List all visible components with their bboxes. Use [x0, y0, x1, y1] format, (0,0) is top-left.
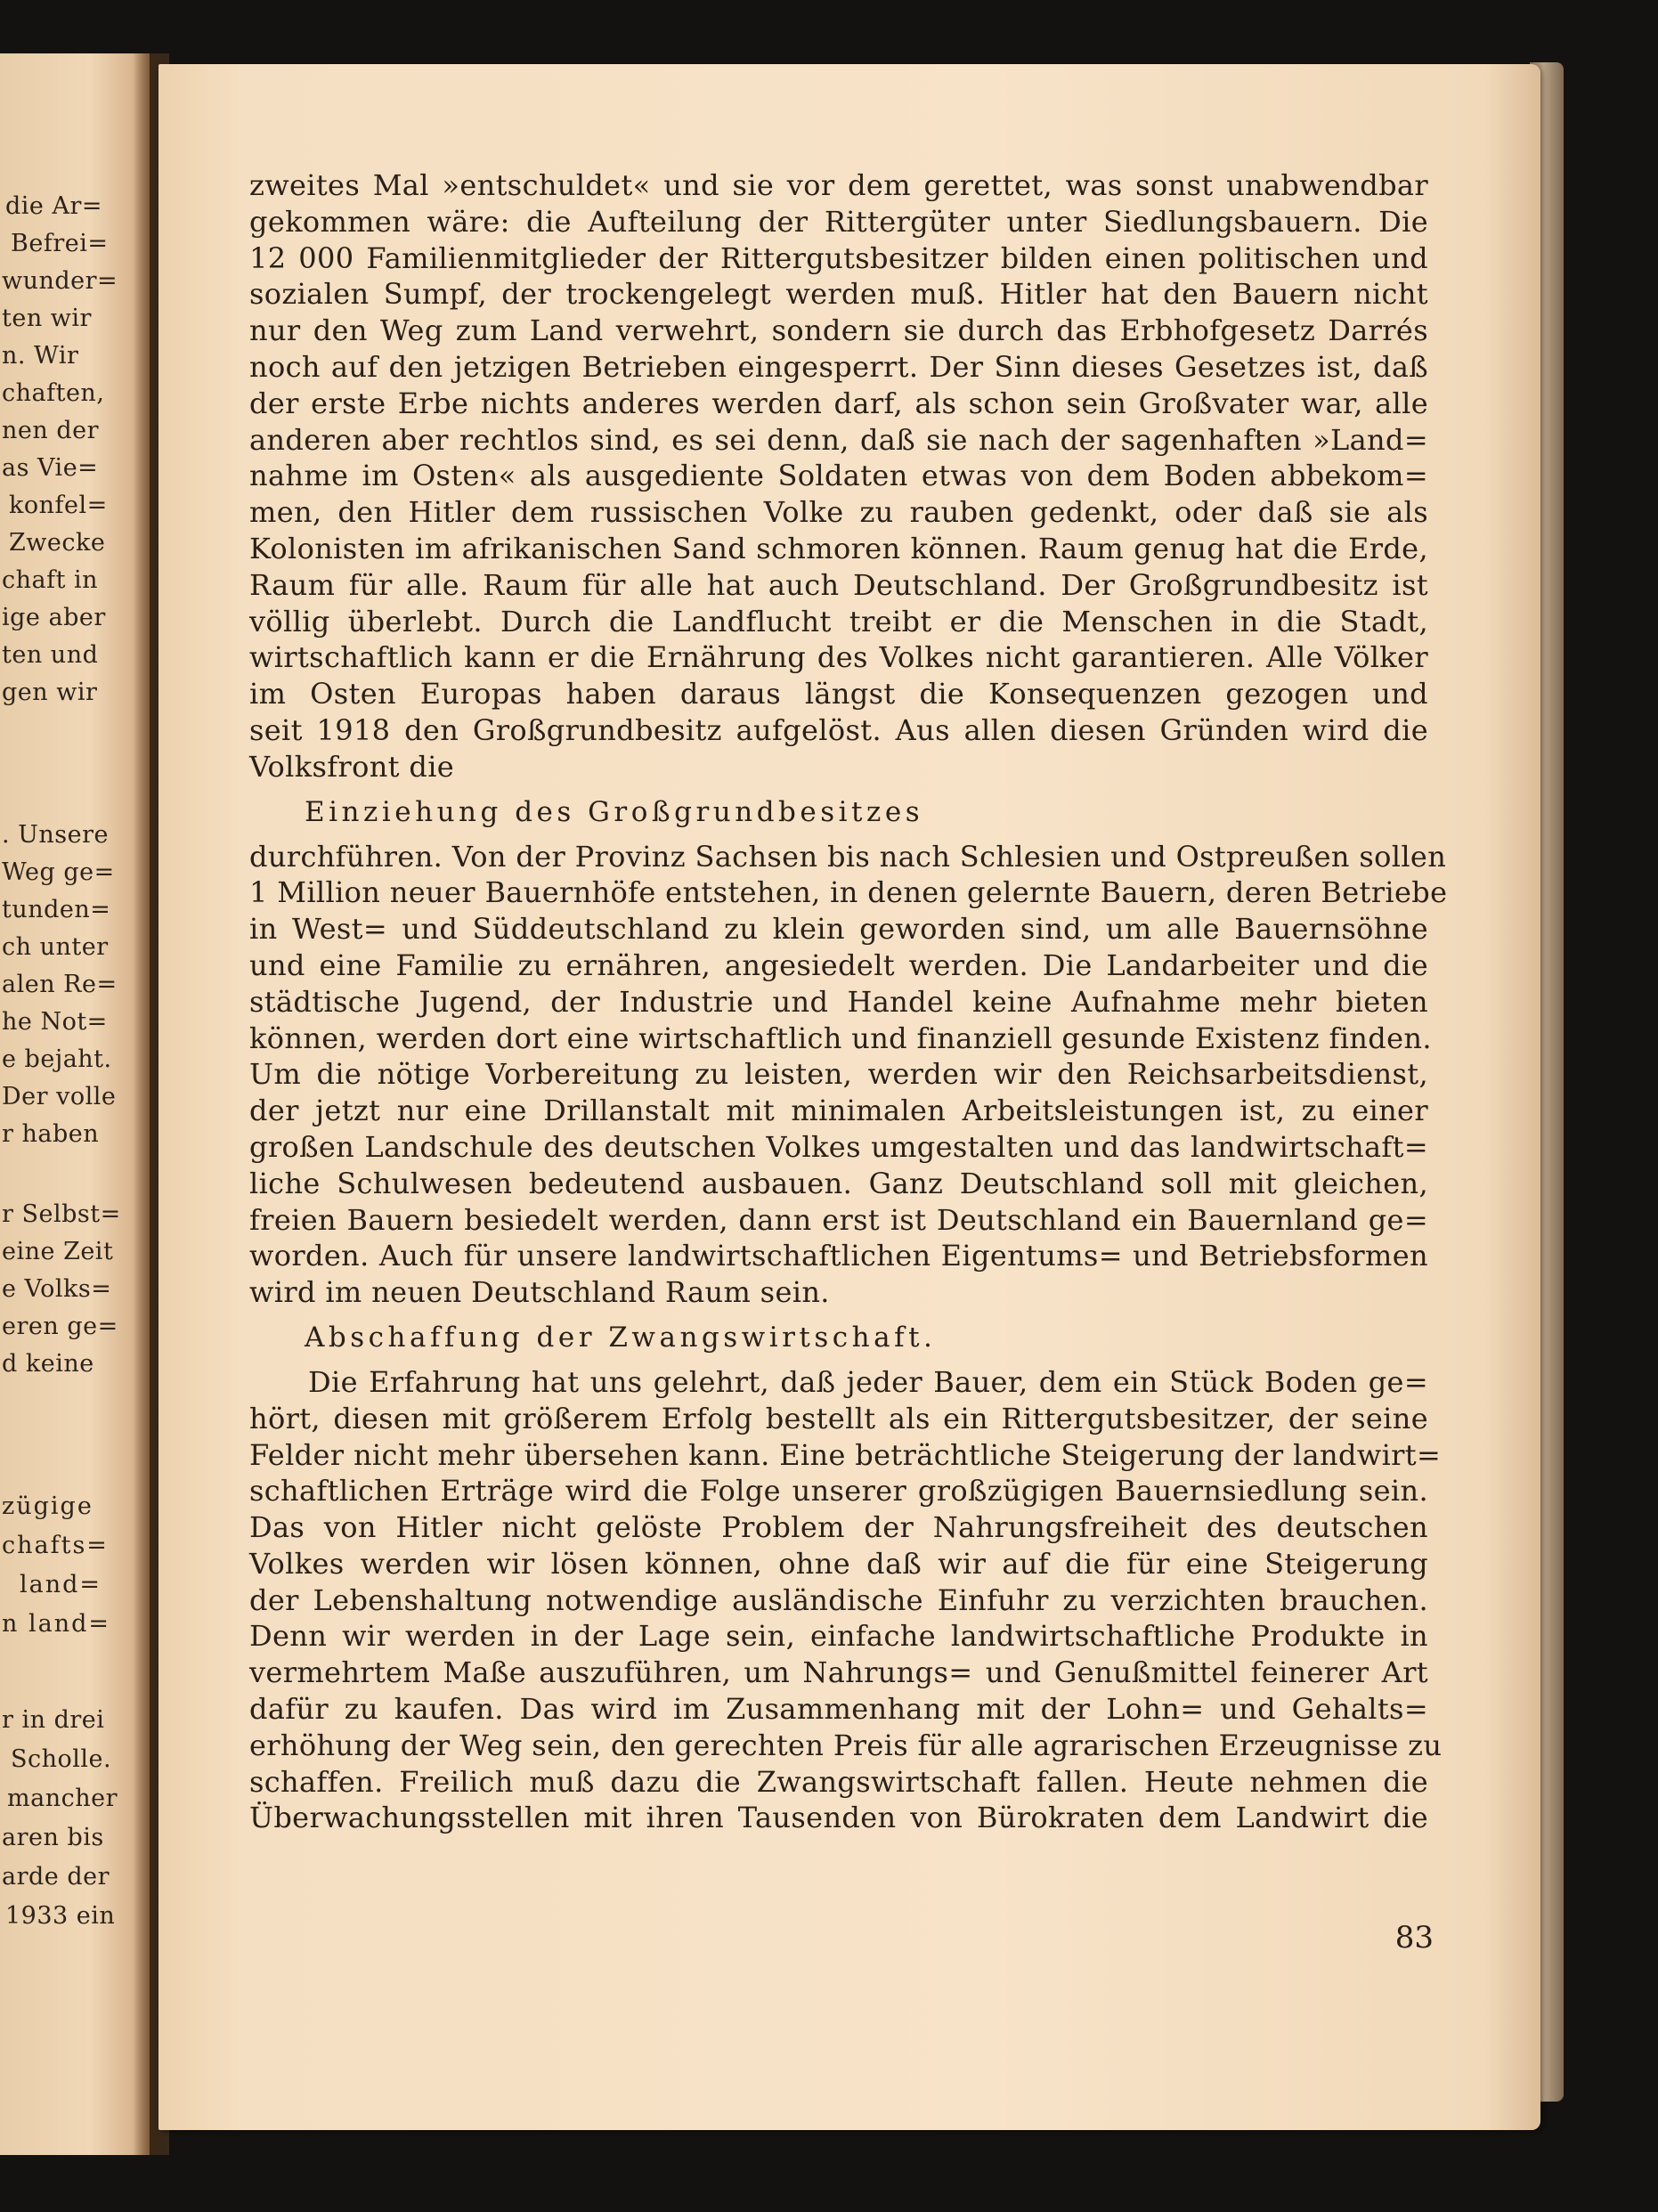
paragraph-3: [249, 1364, 1443, 1836]
text-line: können, werden dort eine wirtschaftlich und finanziell gesunde Existenz finden.: [249, 1021, 1432, 1055]
text-line: Volkes werden wir lösen können, ohne daß wir auf die für eine Steigerung: [249, 1546, 1428, 1581]
text-line: vermehrtem Maße auszuführen, um Nahrungs= und Genußmittel feinerer Art: [249, 1655, 1428, 1690]
text-line: Volksfront die: [249, 749, 455, 784]
page-body: [249, 167, 1448, 1836]
left-page-fragment: chaft in: [2, 566, 99, 594]
text-line: liche Schulwesen bedeutend ausbauen. Ganz Deutschland soll mit gleichen,: [249, 1166, 1428, 1200]
left-page-fragment: n. Wir: [2, 342, 79, 370]
left-page-fragment: Scholle.: [11, 1745, 112, 1773]
page-number: 83: [1394, 1920, 1434, 1956]
left-page-fragment: konfel=: [9, 492, 108, 519]
text-line: Kolonisten im afrikanischen Sand schmoren können. Raum genug hat die Erde,: [249, 531, 1428, 565]
left-page-fragment: eine Zeit: [2, 1238, 114, 1265]
text-line: hört, diesen mit größerem Erfolg bestellt als ein Rittergutsbesitzer, der seine: [249, 1401, 1428, 1435]
left-page-fragment: ige aber: [2, 604, 106, 631]
text-line: nur den Weg zum Land verwehrt, sondern sie durch das Erbhofgesetz Darrés: [249, 313, 1428, 348]
left-page-fragment: Der volle: [2, 1083, 117, 1110]
left-page-fragment: Zwecke: [9, 529, 106, 557]
left-page-fragment: wunder=: [2, 267, 118, 295]
left-page-fragment: as Vie=: [2, 454, 99, 482]
left-page-fragment: die Ar=: [5, 192, 103, 220]
left-page-fragment: e bejaht.: [2, 1045, 112, 1073]
text-line: in West= und Süddeutschland zu klein geworden sind, um alle Bauernsöhne: [249, 912, 1428, 947]
text-line: dafür zu kaufen. Das wird im Zusammenhang mit der Lohn= und Gehalts=: [249, 1692, 1428, 1727]
left-page-fragment: r haben: [2, 1120, 100, 1148]
left-page-fragment: gen wir: [2, 679, 98, 706]
text-line: Überwachungsstellen mit ihren Tausenden von Bürokraten dem Landwirt die: [249, 1801, 1428, 1835]
text-line: wird im neuen Deutschland Raum sein.: [249, 1275, 830, 1310]
text-line: 1 Million neuer Bauernhöfe entstehen, in denen gelernte Bauern, deren Betriebe: [249, 875, 1448, 910]
text-line: zweites Mal »entschuldet« und sie vor dem gerettet, was sonst unabwendbar: [249, 168, 1428, 202]
section-heading: Abschaffung der Zwangswirtschaft.: [305, 1321, 937, 1354]
left-page-fragment: ten und: [2, 641, 99, 669]
text-line: gekommen wäre: die Aufteilung der Rittergüter unter Siedlungsbauern. Die: [249, 204, 1428, 239]
left-page-fragment: aren bis: [2, 1824, 104, 1851]
text-line: anderen aber rechtlos sind, es sei denn, daß sie nach der sagenhaften »Land=: [249, 422, 1428, 457]
section-heading: Einziehung des Großgrundbesitzes: [305, 795, 924, 828]
text-line: völlig überlebt. Durch die Landflucht treibt er die Menschen in die Stadt,: [249, 604, 1428, 638]
left-page-fragment: arde der: [2, 1863, 110, 1891]
left-page-fragment: nen der: [2, 417, 100, 444]
left-page-fragment: zügige: [2, 1492, 93, 1520]
left-page-fragment: r Selbst=: [2, 1200, 121, 1228]
text-line: Raum für alle. Raum für alle hat auch Deutschland. Der Großgrundbesitz ist: [249, 567, 1428, 602]
text-line: und eine Familie zu ernähren, angesiedelt werden. Die Landarbeiter und die: [249, 947, 1428, 982]
text-line: der jetzt nur eine Drillanstalt mit minimalen Arbeitsleistungen ist, zu einer: [249, 1094, 1428, 1128]
text-line: der erste Erbe nichts anderes werden darf, als schon sein Großvater war, alle: [249, 386, 1428, 420]
left-page-fragment: mancher: [7, 1785, 118, 1812]
left-page-fragment: . Unsere: [2, 821, 110, 849]
left-page-fragment: Befrei=: [11, 230, 109, 257]
text-line: der Lebenshaltung notwendige ausländische Einfuhr zu verzichten brauchen.: [249, 1582, 1428, 1617]
text-line: 12 000 Familienmitglieder der Rittergutsbesitzer bilden einen politischen und: [249, 240, 1428, 275]
left-page-fragment: chaften,: [2, 379, 105, 407]
left-facing-page: [0, 53, 150, 2155]
text-line: nahme im Osten« als ausgediente Soldaten etwas von dem Boden abbekom=: [249, 459, 1428, 493]
left-page-fragment: ten wir: [2, 305, 92, 332]
left-page-fragment: chafts=: [2, 1532, 109, 1559]
left-page-fragment: land=: [20, 1571, 102, 1598]
text-line: städtische Jugend, der Industrie und Handel keine Aufnahme mehr bieten: [249, 984, 1428, 1019]
text-line: schaffen. Freilich muß dazu die Zwangswirtschaft fallen. Heute nehmen die: [249, 1764, 1428, 1799]
left-page-fragment: eren ge=: [2, 1313, 118, 1340]
left-page-fragment: Weg ge=: [2, 858, 115, 886]
text-line: wirtschaftlich kann er die Ernährung des Volkes nicht garantieren. Alle Völker: [249, 640, 1428, 675]
text-line: Das von Hitler nicht gelöste Problem der Nahrungsfreiheit des deutschen: [249, 1510, 1428, 1545]
left-page-fragment: e Volks=: [2, 1275, 112, 1303]
left-page-fragment: n land=: [2, 1610, 110, 1638]
left-page-fragment: tunden=: [2, 896, 111, 923]
text-line: großen Landschule des deutschen Volkes umgestalten und das landwirtschaft=: [249, 1129, 1428, 1164]
text-line: seit 1918 den Großgrundbesitz aufgelöst. Aus allen diesen Gründen wird die: [249, 712, 1428, 747]
text-line: men, den Hitler dem russischen Volke zu rauben gedenkt, oder daß sie als: [249, 495, 1428, 530]
left-page-fragment: 1933 ein: [5, 1902, 116, 1930]
paragraph-2: [249, 839, 1448, 1311]
text-line: schaftlichen Erträge wird die Folge unserer großzügigen Bauernsiedlung sein.: [249, 1474, 1428, 1509]
text-line: Die Erfahrung hat uns gelehrt, daß jeder Bauer, dem ein Stück Boden ge=: [308, 1364, 1428, 1399]
text-line: noch auf den jetzigen Betrieben eingesperrt. Der Sinn dieses Gesetzes ist, daß: [249, 349, 1428, 384]
text-line: Um die nötige Vorbereitung zu leisten, werden wir den Reichsarbeitsdienst,: [249, 1057, 1428, 1092]
left-page-fragment: alen Re=: [2, 971, 118, 998]
text-line: im Osten Europas haben daraus längst die Konsequenzen gezogen und: [249, 677, 1428, 712]
text-line: sozialen Sumpf, der trockengelegt werden muß. Hitler hat den Bauern nicht: [249, 277, 1428, 312]
text-line: Denn wir werden in der Lage sein, einfache landwirtschaftliche Produkte in: [249, 1619, 1428, 1654]
text-line: freien Bauern besiedelt werden, dann erst ist Deutschland ein Bauernland ge=: [249, 1202, 1428, 1237]
left-page-fragment: r in drei: [2, 1706, 105, 1734]
text-line: Felder nicht mehr übersehen kann. Eine beträchtliche Steigerung der landwirt=: [249, 1437, 1442, 1472]
text-line: durchführen. Von der Provinz Sachsen bis nach Schlesien und Ostpreußen sollen: [249, 839, 1447, 874]
paragraph-1: [249, 167, 1428, 785]
left-page-fragment: he Not=: [2, 1008, 108, 1036]
left-page-fragment: ch unter: [2, 933, 109, 961]
left-page-fragment: d keine: [2, 1350, 94, 1378]
text-line: worden. Auch für unsere landwirtschaftlichen Eigentums= und Betriebsformen: [249, 1239, 1428, 1273]
text-line: erhöhung der Weg sein, den gerechten Preis für alle agrarischen Erzeugnisse zu: [249, 1728, 1443, 1762]
